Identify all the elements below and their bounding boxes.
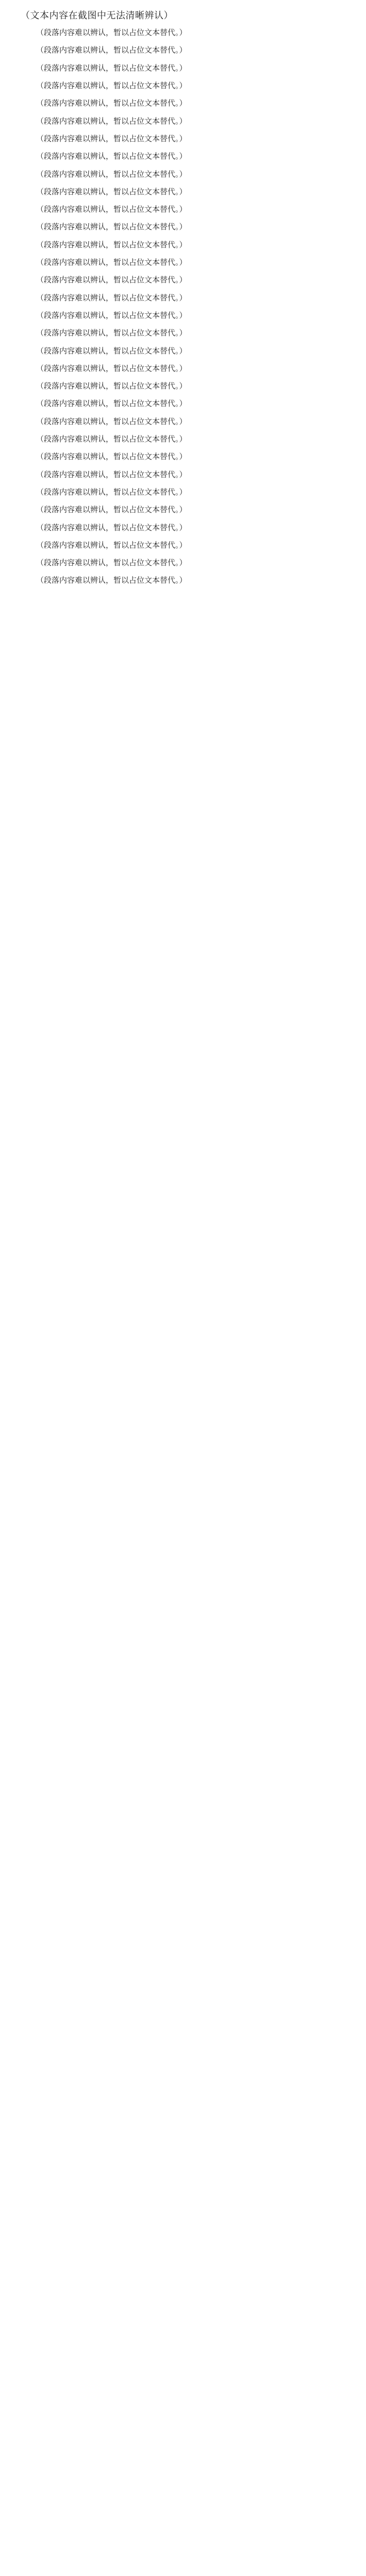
document-paragraph: （段落内容难以辨认，暂以占位文本替代。） bbox=[36, 240, 187, 249]
document-paragraph: （段落内容难以辨认，暂以占位文本替代。） bbox=[36, 416, 187, 426]
document-header: （文本内容在截图中无法清晰辨认） bbox=[21, 10, 173, 21]
document-paragraph: （段落内容难以辨认，暂以占位文本替代。） bbox=[36, 522, 187, 532]
document-paragraph: （段落内容难以辨认，暂以占位文本替代。） bbox=[36, 293, 187, 302]
document-paragraph: （段落内容难以辨认，暂以占位文本替代。） bbox=[36, 328, 187, 338]
document-paragraph: （段落内容难以辨认，暂以占位文本替代。） bbox=[36, 81, 187, 91]
document-paragraph: （段落内容难以辨认，暂以占位文本替代。） bbox=[36, 63, 187, 73]
document-paragraph: （段落内容难以辨认，暂以占位文本替代。） bbox=[36, 275, 187, 285]
document-paragraph: （段落内容难以辨认，暂以占位文本替代。） bbox=[36, 45, 187, 55]
document-paragraph: （段落内容难以辨认，暂以占位文本替代。） bbox=[36, 363, 187, 373]
document-paragraph: （段落内容难以辨认，暂以占位文本替代。） bbox=[36, 575, 187, 585]
document-paragraph: （段落内容难以辨认，暂以占位文本替代。） bbox=[36, 151, 187, 161]
document-paragraph: （段落内容难以辨认，暂以占位文本替代。） bbox=[36, 540, 187, 550]
document-paragraph: （段落内容难以辨认，暂以占位文本替代。） bbox=[36, 381, 187, 391]
document-paragraph: （段落内容难以辨认，暂以占位文本替代。） bbox=[36, 133, 187, 143]
document-paragraph: （段落内容难以辨认，暂以占位文本替代。） bbox=[36, 258, 187, 267]
document-paragraph: （段落内容难以辨认，暂以占位文本替代。） bbox=[36, 98, 187, 108]
document-paragraph: （段落内容难以辨认，暂以占位文本替代。） bbox=[36, 505, 187, 515]
document-paragraph: （段落内容难以辨认，暂以占位文本替代。） bbox=[36, 452, 187, 462]
document-paragraph: （段落内容难以辨认，暂以占位文本替代。） bbox=[36, 222, 187, 232]
document-paragraph: （段落内容难以辨认，暂以占位文本替代。） bbox=[36, 487, 187, 497]
document-paragraph: （段落内容难以辨认，暂以占位文本替代。） bbox=[36, 469, 187, 479]
document-paragraph: （段落内容难以辨认，暂以占位文本替代。） bbox=[36, 187, 187, 196]
document-paragraph: （段落内容难以辨认，暂以占位文本替代。） bbox=[36, 205, 187, 214]
document-paragraph: （段落内容难以辨认，暂以占位文本替代。） bbox=[36, 116, 187, 126]
document-paragraph: （段落内容难以辨认，暂以占位文本替代。） bbox=[36, 558, 187, 568]
document-paragraph: （段落内容难以辨认，暂以占位文本替代。） bbox=[36, 346, 187, 355]
document-paragraph: （段落内容难以辨认，暂以占位文本替代。） bbox=[36, 169, 187, 179]
document-paragraph: （段落内容难以辨认，暂以占位文本替代。） bbox=[36, 399, 187, 409]
document-paragraph: （段落内容难以辨认，暂以占位文本替代。） bbox=[36, 28, 187, 38]
document-paragraph: （段落内容难以辨认，暂以占位文本替代。） bbox=[36, 310, 187, 320]
document-paragraph: （段落内容难以辨认，暂以占位文本替代。） bbox=[36, 434, 187, 444]
